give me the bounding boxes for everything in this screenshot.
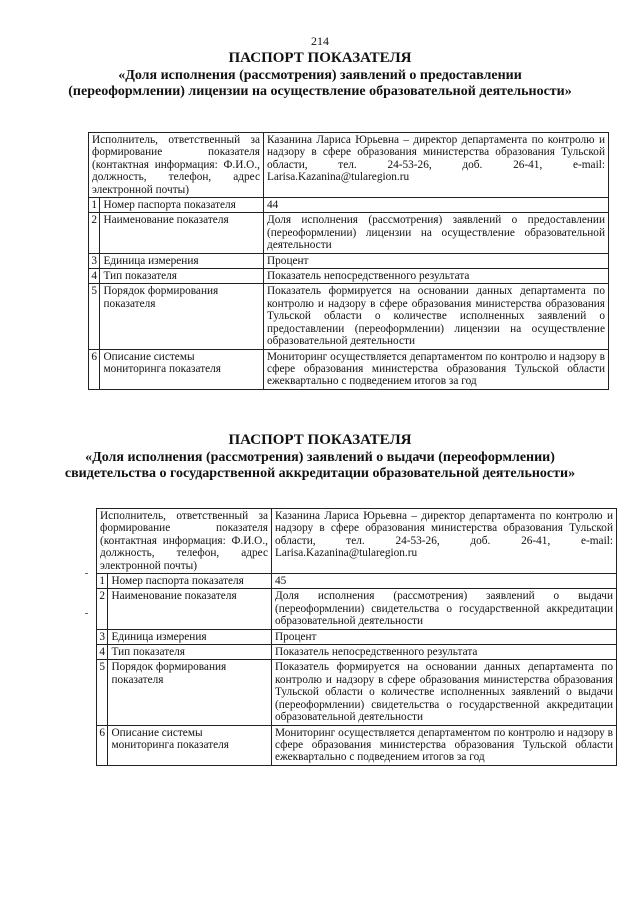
passport-subtitle: «Доля исполнения (рассмотрения) заявлений о предоставлении (переоформлении) лицензии на осуществление образовательной деятельности» — [68, 68, 572, 99]
passport-subtitle: «Доля исполнения (рассмотрения) заявлений о выдачи (переоформлении) свидетельства о государственной аккредитации образовательной деятельности» — [64, 450, 576, 481]
row-label: Наименование показателя — [108, 589, 272, 629]
row-value: 45 — [272, 574, 617, 589]
row-label: Номер паспорта показателя — [108, 574, 272, 589]
row-value: Показатель формируется на основании данных департамента по контролю и надзору в сфере образования министерства образования Тульской области о количестве исполненных заявлений о предоставлении (переоформлении) лицензии на осуществление образовательной деятельности — [264, 284, 609, 349]
table-row — [89, 269, 609, 284]
row-number: 2 — [97, 589, 108, 629]
row-label: Порядок формирования показателя — [108, 660, 272, 725]
row-number: 6 — [89, 349, 100, 389]
row-value: Доля исполнения (рассмотрения) заявлений о выдачи (переоформлении) свидетельства о государственной аккредитации образовательной деятельности — [272, 589, 617, 629]
row-number: 3 — [89, 253, 100, 268]
row-number: 5 — [97, 660, 108, 725]
passport-table — [96, 508, 617, 766]
row-label: Единица измерения — [100, 253, 264, 268]
row-value: Мониторинг осуществляется департаментом по контролю и надзору в сфере образования министерства образования Тульской области ежеквартально с подведением итогов за год — [272, 725, 617, 765]
passport-title: ПАСПОРТ ПОКАЗАТЕЛЯ — [228, 50, 412, 66]
table-row — [97, 660, 617, 725]
row-label: Тип показателя — [100, 269, 264, 284]
row-number: 3 — [97, 629, 108, 644]
table-row — [97, 645, 617, 660]
table-row — [97, 574, 617, 589]
row-number: 5 — [89, 284, 100, 349]
table-row — [89, 284, 609, 349]
indicator-passport-44 — [0, 50, 640, 388]
row-value: 44 — [264, 198, 609, 213]
table-row — [89, 349, 609, 389]
executor-value: Казанина Лариса Юрьевна – директор департамента по контролю и надзору в сфере образования министерства образования Тульской области, тел. 24-53-26, доб. 26-41, e-mail: Larisa.Kazanina@tularegion.ru — [264, 133, 609, 198]
row-value: Процент — [264, 253, 609, 268]
table-row — [97, 629, 617, 644]
executor-row — [89, 133, 609, 198]
scan-margin-mark — [85, 573, 88, 574]
passport-table — [88, 132, 609, 390]
row-number: 1 — [89, 198, 100, 213]
row-value: Показатель непосредственного результата — [264, 269, 609, 284]
table-row — [89, 213, 609, 253]
table-row — [89, 253, 609, 268]
row-number: 4 — [97, 645, 108, 660]
passport-title: ПАСПОРТ ПОКАЗАТЕЛЯ — [228, 432, 412, 448]
row-value: Процент — [272, 629, 617, 644]
row-label: Описание системы мониторинга показателя — [108, 725, 272, 765]
table-row — [97, 589, 617, 629]
row-label: Тип показателя — [108, 645, 272, 660]
indicator-passport-45 — [0, 432, 640, 764]
row-value: Показатель формируется на основании данных департамента по контролю и надзору в сфере образования министерства образования Тульской области о количестве исполненных заявлений о выдачи (переоформлении) свидетельства о государственной аккредитации образовательной деятельности — [272, 660, 617, 725]
row-value: Доля исполнения (рассмотрения) заявлений о предоставлении (переоформлении) лицензии на осуществление образовательной деятельности — [264, 213, 609, 253]
row-value: Показатель непосредственного результата — [272, 645, 617, 660]
row-number: 6 — [97, 725, 108, 765]
row-number: 2 — [89, 213, 100, 253]
row-number: 1 — [97, 574, 108, 589]
row-label: Описание системы мониторинга показателя — [100, 349, 264, 389]
executor-row — [97, 509, 617, 574]
executor-value: Казанина Лариса Юрьевна – директор департамента по контролю и надзору в сфере образования министерства образования Тульской области, тел. 24-53-26, доб. 26-41, e-mail: Larisa.Kazanina@tularegion.ru — [272, 509, 617, 574]
row-label: Единица измерения — [108, 629, 272, 644]
executor-label: Исполнитель, ответственный за формирование показателя (контактная информация: Ф.И.О., должность, телефон, адрес электронной почты) — [97, 509, 272, 574]
row-label: Номер паспорта показателя — [100, 198, 264, 213]
row-label: Наименование показателя — [100, 213, 264, 253]
table-row — [97, 725, 617, 765]
table-row — [89, 198, 609, 213]
row-label: Порядок формирования показателя — [100, 284, 264, 349]
page-number: 214 — [311, 34, 329, 48]
executor-label: Исполнитель, ответственный за формирование показателя (контактная информация: Ф.И.О., должность, телефон, адрес электронной почты) — [89, 133, 264, 198]
row-value: Мониторинг осуществляется департаментом по контролю и надзору в сфере образования министерства образования Тульской области ежеквартально с подведением итогов за год — [264, 349, 609, 389]
scan-margin-mark — [85, 613, 88, 614]
row-number: 4 — [89, 269, 100, 284]
